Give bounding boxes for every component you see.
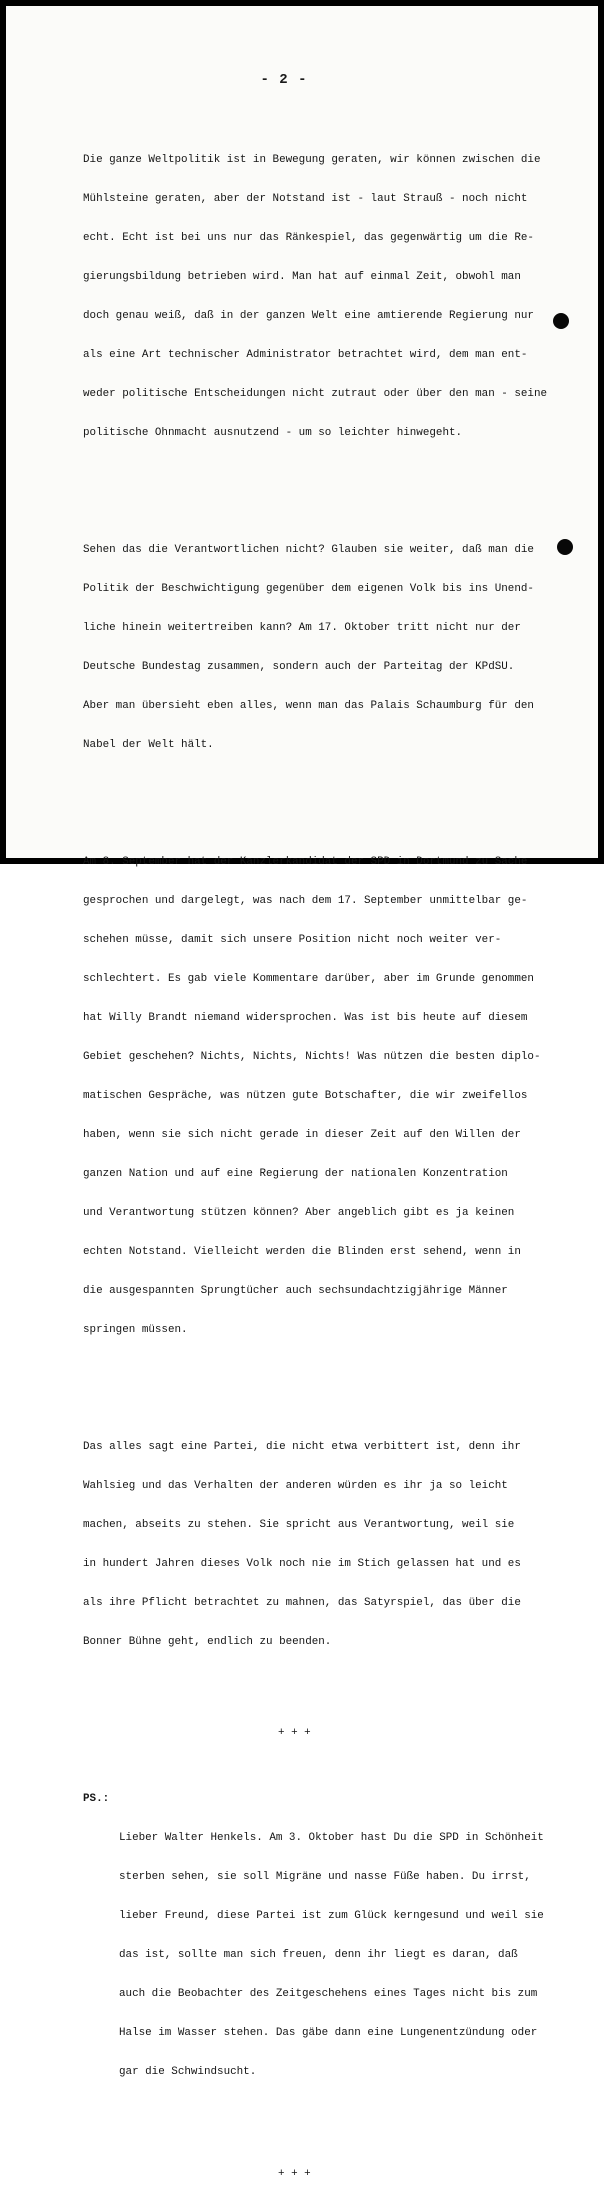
page-number: - 2 - [260, 72, 308, 88]
text-line: ganzen Nation und auf eine Regierung der nationalen Konzentration [83, 1168, 508, 1180]
text-line: schehen müsse, damit sich unsere Position nicht noch weiter ver- [83, 934, 502, 946]
text-line: echten Notstand. Vielleicht werden die Blinden erst sehend, wenn in [83, 1246, 521, 1258]
text-line: springen müssen. [83, 1324, 188, 1336]
text-line: Nabel der Welt hält. [83, 739, 214, 751]
postscript [83, 1793, 573, 2105]
text-line: sterben sehen, sie soll Migräne und nasse Füße haben. Du irrst, [119, 1871, 531, 1883]
paragraph [83, 518, 573, 778]
paragraph [83, 830, 573, 1363]
text-line: Gebiet geschehen? Nichts, Nichts, Nichts! Was nützen die besten diplo- [83, 1051, 541, 1063]
paragraph [83, 1415, 573, 1675]
section-separator: + + + [278, 2168, 311, 2180]
text-line: schlechtert. Es gab viele Kommentare darüber, aber im Grunde genommen [83, 973, 534, 985]
text-line: das ist, sollte man sich freuen, denn ihr liegt es daran, daß [119, 1949, 518, 1961]
postscript-label: PS.: [83, 1793, 110, 1805]
text-line: Politik der Beschwichtigung gegenüber dem eigenen Volk bis ins Unend- [83, 583, 534, 595]
text-line: Mühlsteine geraten, aber der Notstand ist - laut Strauß - noch nicht [83, 193, 528, 205]
text-line: politische Ohnmacht ausnutzend - um so leichter hinwegeht. [83, 427, 463, 439]
text-line: Aber man übersieht eben alles, wenn man das Palais Schaumburg für den [83, 700, 534, 712]
text-line: in hundert Jahren dieses Volk noch nie im Stich gelassen hat und es [83, 1558, 521, 1570]
text-line: matischen Gespräche, was nützen gute Botschafter, die wir zweifellos [83, 1090, 528, 1102]
text-line: Halse im Wasser stehen. Das gäbe dann eine Lungenentzündung oder [119, 2027, 538, 2039]
text-line: gar die Schwindsucht. [119, 2066, 257, 2078]
text-line: machen, abseits zu stehen. Sie spricht aus Verantwortung, weil sie [83, 1519, 515, 1531]
text-line: gesprochen und dargelegt, was nach dem 17. September unmittelbar ge- [83, 895, 528, 907]
text-line: Deutsche Bundestag zusammen, sondern auch der Parteitag der KPdSU. [83, 661, 515, 673]
section-separator: + + + [278, 1727, 311, 1739]
text-line: Sehen das die Verantwortlichen nicht? Glauben sie weiter, daß man die [83, 544, 534, 556]
text-line: gierungsbildung betrieben wird. Man hat auf einmal Zeit, obwohl man [83, 271, 521, 283]
paragraph [83, 128, 573, 466]
document-body [83, 102, 573, 2194]
text-line: lieber Freund, diese Partei ist zum Glück kerngesund und weil sie [119, 1910, 544, 1922]
text-line: die ausgespannten Sprungtücher auch sechsundachtzigjährige Männer [83, 1285, 508, 1297]
text-line: Bonner Bühne geht, endlich zu beenden. [83, 1636, 332, 1648]
text-line: liche hinein weitertreiben kann? Am 17. Oktober tritt nicht nur der [83, 622, 521, 634]
text-line: als ihre Pflicht betrachtet zu mahnen, das Satyrspiel, das über die [83, 1597, 521, 1609]
text-line: doch genau weiß, daß in der ganzen Welt eine amtierende Regierung nur [83, 310, 534, 322]
text-line: Das alles sagt eine Partei, die nicht etwa verbittert ist, denn ihr [83, 1441, 521, 1453]
text-line: auch die Beobachter des Zeitgeschehens eines Tages nicht bis zum [119, 1988, 538, 2000]
text-line: als eine Art technischer Administrator betrachtet wird, dem man ent- [83, 349, 528, 361]
text-line: Am 8. September hat der Kanzlerkandidat der SPD in Dortmund zu Sache [83, 856, 528, 868]
text-line: Die ganze Weltpolitik ist in Bewegung geraten, wir können zwischen die [83, 154, 541, 166]
text-line: Wahlsieg und das Verhalten der anderen würden es ihr ja so leicht [83, 1480, 508, 1492]
text-line: und Verantwortung stützen können? Aber angeblich gibt es ja keinen [83, 1207, 515, 1219]
text-line: hat Willy Brandt niemand widersprochen. Was ist bis heute auf diesem [83, 1012, 528, 1024]
text-line: echt. Echt ist bei uns nur das Ränkespiel, das gegenwärtig um die Re- [83, 232, 534, 244]
text-line: weder politische Entscheidungen nicht zutraut oder über den man - seine [83, 388, 548, 400]
text-line: Lieber Walter Henkels. Am 3. Oktober hast Du die SPD in Schönheit [119, 1832, 544, 1844]
text-line: haben, wenn sie sich nicht gerade in dieser Zeit auf den Willen der [83, 1129, 521, 1141]
